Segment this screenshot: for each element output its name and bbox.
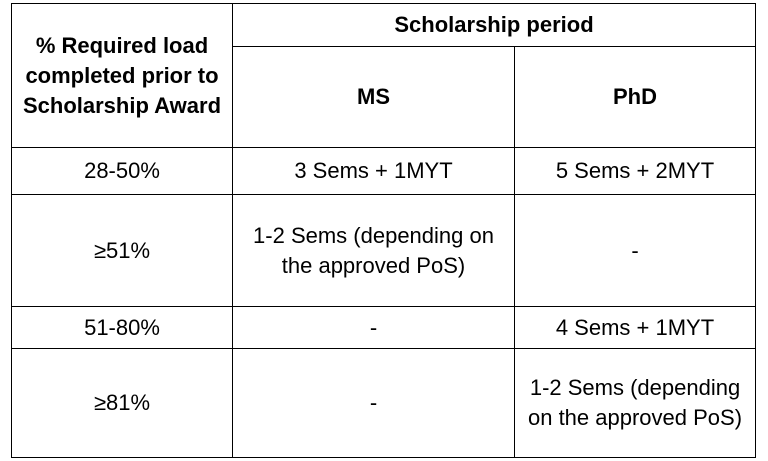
cell-ms: 1-2 Sems (depending on the approved PoS) — [233, 195, 515, 307]
table-row — [12, 349, 756, 458]
header-ms: MS — [233, 47, 515, 148]
cell-load: 51-80% — [12, 307, 233, 349]
cell-phd: 4 Sems + 1MYT — [515, 307, 756, 349]
cell-ms: - — [233, 307, 515, 349]
table-row — [12, 195, 756, 307]
cell-ms: 3 Sems + 1MYT — [233, 148, 515, 195]
cell-phd: 1-2 Sems (depending on the approved PoS) — [515, 349, 756, 458]
cell-phd: 5 Sems + 2MYT — [515, 148, 756, 195]
cell-load: ≥81% — [12, 349, 233, 458]
cell-phd: - — [515, 195, 756, 307]
table-row — [12, 307, 756, 349]
header-required-load: % Required load completed prior to Scholarship Award — [12, 4, 233, 148]
header-scholarship-period: Scholarship period — [233, 4, 756, 47]
cell-ms: - — [233, 349, 515, 458]
scholarship-period-table — [11, 3, 756, 458]
header-phd: PhD — [515, 47, 756, 148]
table-row — [12, 148, 756, 195]
cell-load: ≥51% — [12, 195, 233, 307]
cell-load: 28-50% — [12, 148, 233, 195]
header-row-top — [12, 4, 756, 47]
